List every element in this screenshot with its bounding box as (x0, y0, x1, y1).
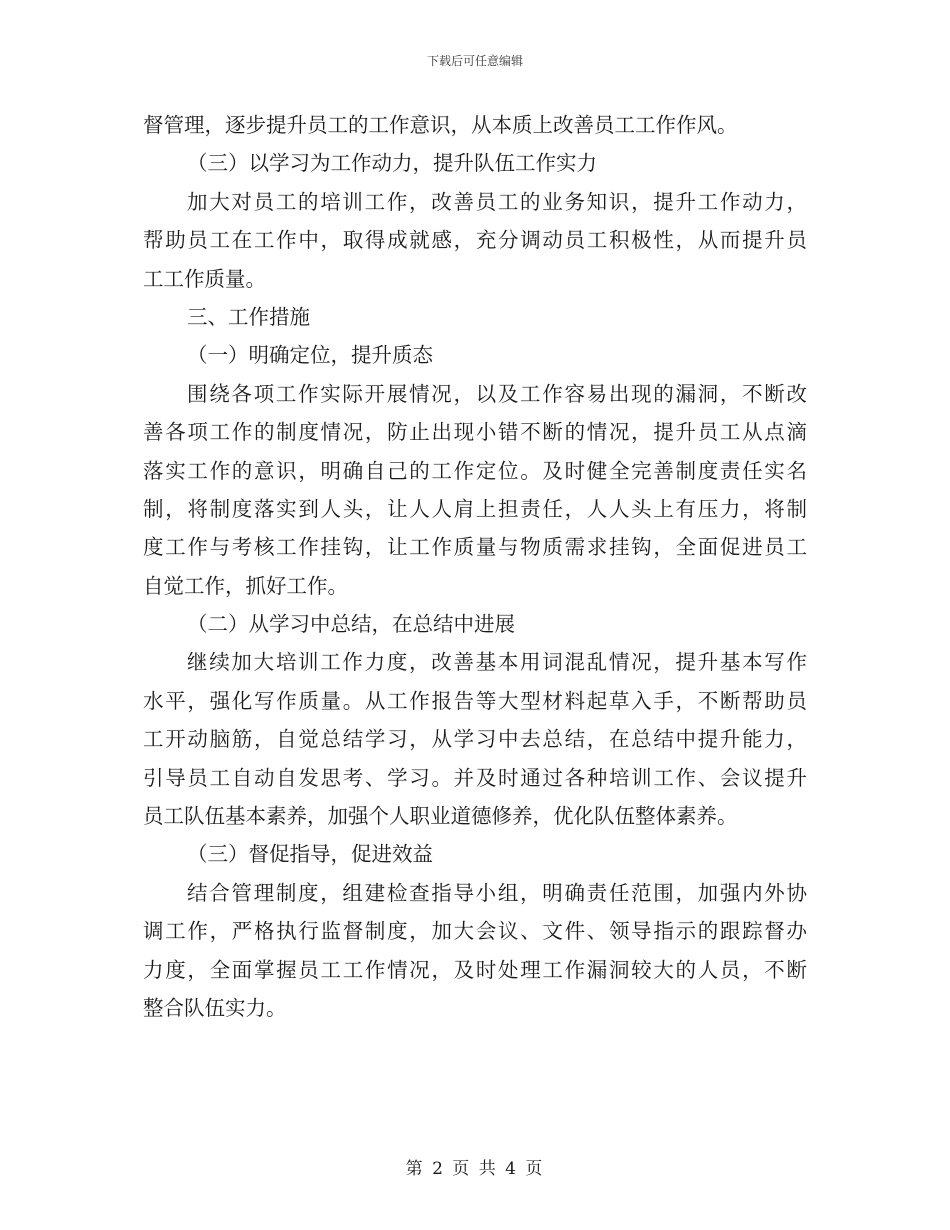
text-line: 继续加大培训工作力度，改善基本用词混乱情况，提升基本写作 (187, 650, 807, 675)
text-line: 督管理，逐步提升员工的工作意识，从本质上改善员工工作作风。 (143, 113, 738, 137)
document-body (143, 106, 807, 1027)
text-line: 自觉工作，抓好工作。 (143, 573, 348, 598)
text-line: 整合队伍实力。 (143, 995, 287, 1020)
text-line: 加大对员工的培训工作，改善员工的业务知识，提升工作动力， (187, 189, 807, 214)
text-line: 制，将制度落实到人头，让人人肩上担责任，人人头上有压力，将制 (143, 496, 807, 521)
text-line: （一）明确定位，提升质态 (187, 343, 433, 368)
text-line: （三）督促指导，促进效益 (187, 842, 433, 867)
text-line: 力度，全面掌握员工工作情况，及时处理工作漏洞较大的人员，不断 (143, 957, 807, 982)
text-line: 员工队伍基本素养，加强个人职业道德修养，优化队伍整体素养。 (143, 804, 738, 829)
text-line: 工开动脑筋，自觉总结学习，从学习中去总结，在总结中提升能力， (143, 727, 807, 752)
text-line: 落实工作的意识，明确自己的工作定位。及时健全完善制度责任实名 (143, 458, 807, 483)
text-line: 结合管理制度，组建检查指导小组，明确责任范围，加强内外协 (187, 880, 807, 905)
footer-prefix: 第 (405, 1159, 425, 1179)
footer-total-pages: 4 (505, 1159, 518, 1179)
text-line: 帮助员工在工作中，取得成就感，充分调动员工积极性，从而提升员 (143, 228, 807, 253)
text-line: 调工作，严格执行监督制度，加大会议、文件、领导指示的跟踪督办 (143, 919, 807, 944)
text-line: 三、工作措施 (187, 304, 310, 329)
text-line: 工工作质量。 (143, 266, 266, 291)
text-line: 引导员工自动自发思考、学习。并及时通过各种培训工作、会议提升 (143, 765, 807, 790)
footer-middle: 页 共 (452, 1159, 498, 1179)
footer-current-page: 2 (432, 1159, 445, 1179)
page-footer (0, 1154, 950, 1179)
text-line: （三）以学习为工作动力，提升队伍工作实力 (187, 151, 597, 176)
text-line: 围绕各项工作实际开展情况，以及工作容易出现的漏洞，不断改 (187, 381, 807, 406)
text-line: 善各项工作的制度情况，防止出现小错不断的情况，提升员工从点滴 (143, 420, 807, 445)
text-line: 度工作与考核工作挂钩，让工作质量与物质需求挂钩，全面促进员工 (143, 535, 807, 560)
footer-suffix: 页 (525, 1159, 545, 1179)
page-header: 下载后可任意编辑 (426, 54, 523, 68)
text-line: （二）从学习中总结，在总结中进展 (187, 612, 515, 637)
text-line: 水平，强化写作质量。从工作报告等大型材料起草入手，不断帮助员 (143, 688, 807, 713)
